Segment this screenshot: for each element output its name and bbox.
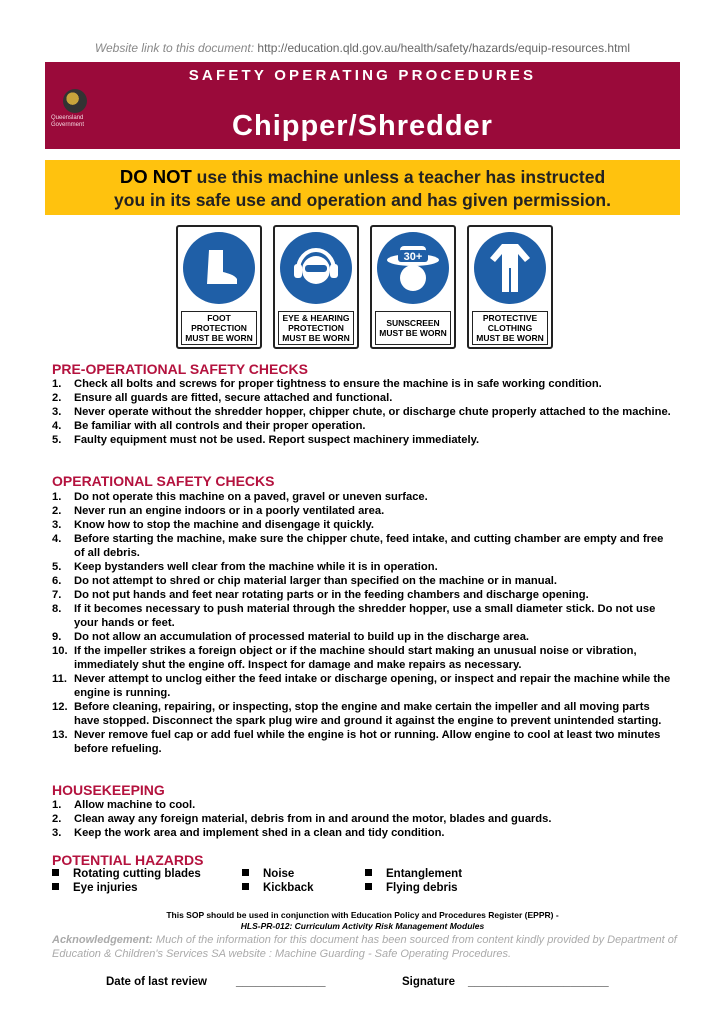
signature-field[interactable]: ______________________ xyxy=(468,976,609,988)
list-item: 7. Do not put hands and feet near rotating parts or in the feeding chambers and discharge opening. xyxy=(52,589,589,601)
list-item: 3. Know how to stop the machine and disengage it quickly. xyxy=(52,519,375,531)
acknowledgement-text: Much of the information for this document has been sourced from content kindly provided by Department of Education & Children's Services SA website : Machine Guarding - Safe Operating Procedures. xyxy=(52,934,677,960)
hazard-item: Eye injuries xyxy=(52,881,138,895)
overalls-icon xyxy=(485,240,535,296)
list-item: 10. If the impeller strikes a foreign object or if the machine should start making an unusual noise or vibration, immediately shut the engine off. Inspect for damage and make repairs as necessary. xyxy=(52,645,637,671)
operational-heading: OPERATIONAL SAFETY CHECKS xyxy=(52,473,275,489)
ppe-signs xyxy=(176,225,550,347)
sign-eye-hearing-protection xyxy=(273,225,359,349)
sign-sunscreen-line-2: MUST BE WORN xyxy=(379,328,447,338)
warning-emphasis: DO NOT xyxy=(119,166,192,187)
hazard-item: Entanglement xyxy=(365,867,462,881)
list-item: 12. Before cleaning, repairing, or inspecting, stop the engine and make certain the impeller and all moving parts have stopped. Disconnect the spark plug wire and ground it against the engine to prevent unintended starting. xyxy=(52,701,662,727)
list-item: 2. Ensure all guards are fitted, secure attached and functional. xyxy=(52,392,393,404)
list-item: 9. Do not allow an accumulation of processed material to build up in the discharge area. xyxy=(52,631,530,643)
eppr-note-line-1: This SOP should be used in conjunction with Education Policy and Procedures Register (EPPR) - xyxy=(166,910,559,920)
sign-clothing-line-3: MUST BE WORN xyxy=(476,333,544,343)
bullet-square-icon xyxy=(365,883,372,890)
bullet-square-icon xyxy=(242,869,249,876)
signature-label: Signature xyxy=(402,976,456,988)
list-item: 4. Be familiar with all controls and their proper operation. xyxy=(52,420,366,432)
bullet-square-icon xyxy=(242,883,249,890)
sun-hat-icon xyxy=(383,238,443,298)
list-item: 5. Keep bystanders well clear from the machine while it is in operation. xyxy=(52,561,438,573)
sign-clothing-line-2: CLOTHING xyxy=(487,323,533,333)
warning-line-1: use this machine unless a teacher has instructed xyxy=(196,167,606,187)
review-date-label: Date of last review xyxy=(106,976,207,988)
sign-eye-line-2: PROTECTION xyxy=(288,323,344,333)
list-item: 1. Allow machine to cool. xyxy=(52,799,196,811)
banner-subtitle: SAFETY OPERATING PROCEDURES xyxy=(188,67,537,84)
operational-list xyxy=(52,490,672,756)
list-item: 2. Clean away any foreign material, debris from in and around the motor, blades and guards. xyxy=(52,813,552,825)
list-item: 11. Never attempt to unclog either the feed intake or discharge opening, or inspect and repair the machine while the engine is running. xyxy=(52,673,671,699)
bullet-square-icon xyxy=(52,883,59,890)
acknowledgement-label: Acknowledgement: xyxy=(52,934,153,946)
eppr-note xyxy=(0,910,725,932)
eppr-note-line-2: HLS-PR-012: Curriculum Activity Risk Management Modules xyxy=(240,921,485,931)
list-item: 1. Check all bolts and screws for proper tightness to ensure the machine is in safe working condition. xyxy=(52,378,602,390)
website-link-url[interactable]: http://education.qld.gov.au/health/safety/hazards/equip-resources.html xyxy=(257,41,631,55)
website-link xyxy=(0,41,725,55)
sign-foot-line-3: MUST BE WORN xyxy=(185,333,253,343)
logo-text-1: Queensland xyxy=(51,115,84,121)
acknowledgement xyxy=(52,933,682,961)
ear-muffs-goggles-icon xyxy=(288,240,344,296)
hazard-item: Noise xyxy=(242,867,294,881)
sign-foot-protection xyxy=(176,225,262,349)
boot-icon xyxy=(195,244,243,292)
hazards-heading: POTENTIAL HAZARDS xyxy=(52,852,204,868)
title-banner xyxy=(45,62,680,149)
pre-operational-heading: PRE-OPERATIONAL SAFETY CHECKS xyxy=(52,361,308,377)
list-item: 1. Do not operate this machine on a paved, gravel or uneven surface. xyxy=(52,491,428,503)
sign-sunscreen xyxy=(370,225,456,349)
sign-eye-line-1: EYE & HEARING xyxy=(282,313,350,323)
sign-foot-line-2: PROTECTION xyxy=(191,323,247,333)
sign-sunscreen-line-1: SUNSCREEN xyxy=(386,318,440,328)
bullet-square-icon xyxy=(365,869,372,876)
sign-eye-line-3: MUST BE WORN xyxy=(282,333,350,343)
pre-operational-list xyxy=(52,377,672,447)
hazard-item: Kickback xyxy=(242,881,314,895)
list-item: 13. Never remove fuel cap or add fuel while the engine is hot or running. Allow engine to cool at least two minutes before refueling. xyxy=(52,729,661,755)
list-item: 2. Never run an engine indoors or in a poorly ventilated area. xyxy=(52,505,385,517)
sign-protective-clothing xyxy=(467,225,553,349)
logo-text-2: Government xyxy=(51,122,85,128)
list-item: 4. Before starting the machine, make sure the chipper chute, feed intake, and cutting chamber are empty and free of all debris. xyxy=(52,533,664,559)
sign-clothing-line-1: PROTECTIVE xyxy=(482,313,538,323)
review-date-field[interactable]: ______________ xyxy=(236,976,326,988)
hazard-item: Rotating cutting blades xyxy=(52,867,201,881)
warning-box xyxy=(45,160,680,215)
spf-badge: 30+ xyxy=(403,251,423,263)
list-item: 8. If it becomes necessary to push material through the shredder hopper, use a small diameter stick. Do not use your hands or feet. xyxy=(52,603,656,629)
page-title: Chipper/Shredder xyxy=(232,110,493,142)
warning-line-2: you in its safe use and operation and has given permission. xyxy=(114,190,611,210)
list-item: 5. Faulty equipment must not be used. Report suspect machinery immediately. xyxy=(52,434,480,446)
housekeeping-heading: HOUSEKEEPING xyxy=(52,782,165,798)
bullet-square-icon xyxy=(52,869,59,876)
website-link-label: Website link to this document: xyxy=(94,41,255,55)
housekeeping-list xyxy=(52,798,672,840)
list-item: 3. Keep the work area and implement shed in a clean and tidy condition. xyxy=(52,827,445,839)
list-item: 6. Do not attempt to shred or chip material larger than specified on the machine or in manual. xyxy=(52,575,558,587)
hazard-item: Flying debris xyxy=(365,881,458,895)
list-item: 3. Never operate without the shredder hopper, chipper chute, or discharge chute properly attached to the machine. xyxy=(52,406,671,418)
sign-foot-line-1: FOOT xyxy=(207,313,231,323)
